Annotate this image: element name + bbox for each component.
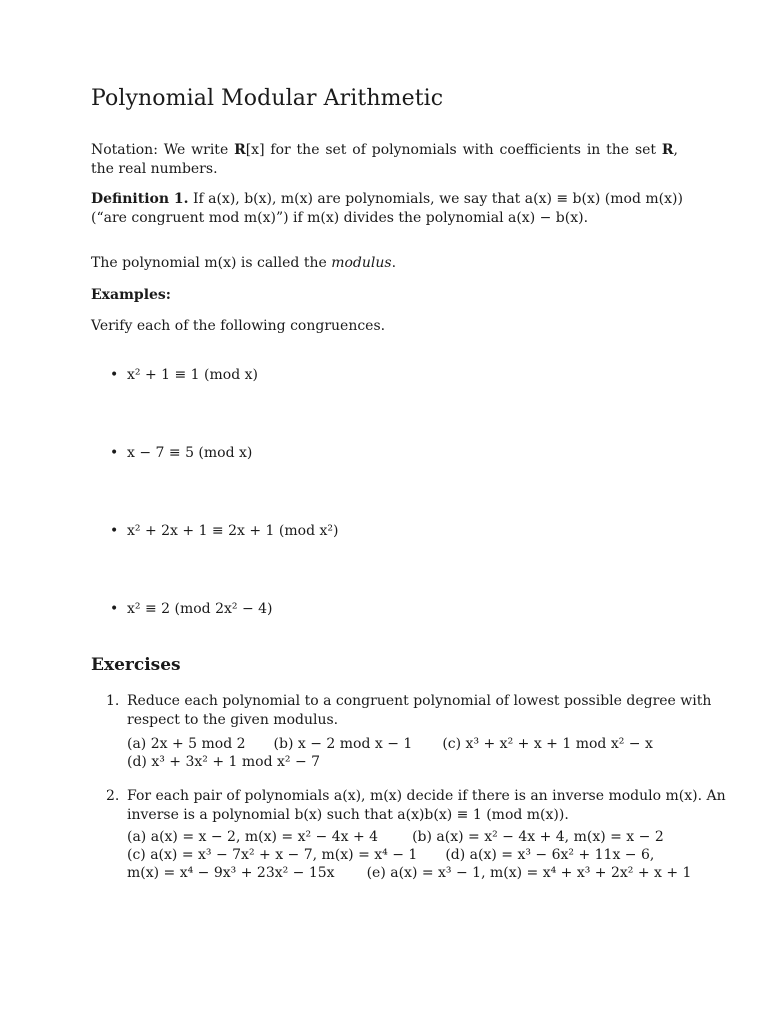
modulus-word: modulus (331, 255, 392, 271)
definition-line-1: If a(x), b(x), m(x) are polynomials, we say that a(x) ≡ b(x) (mod m(x)) (188, 191, 683, 207)
list-item (110, 522, 338, 541)
exercise-1-line-2: respect to the given modulus. (127, 712, 339, 728)
exercise-2-part-d: (d) a(x) = x³ − 6x² + 11x − 6, (445, 847, 655, 863)
bullet-text: x − 7 ≡ 5 (mod x) (127, 445, 253, 461)
exercise-1-part-b: (b) x − 2 mod x − 1 (273, 736, 413, 752)
exercise-1-part-a: (a) 2x + 5 mod 2 (127, 736, 246, 752)
exercise-2-line-1: For each pair of polynomials a(x), m(x) decide if there is an inverse modulo m(x). An (127, 788, 726, 804)
list-item (110, 600, 273, 619)
exercise-2-number: 2. (106, 788, 120, 804)
bullet-text: x² + 2x + 1 ≡ 2x + 1 (mod x²) (127, 523, 339, 539)
exercise-2-part-a: (a) a(x) = x − 2, m(x) = x² − 4x + 4 (127, 829, 379, 845)
exercise-1 (106, 692, 712, 771)
exercise-1-part-c: (c) x³ + x² + x + 1 mod x² − x (442, 736, 653, 752)
notation-r-bold: R (661, 142, 674, 158)
modulus-paragraph (91, 254, 678, 273)
exercise-2-part-e: (e) a(x) = x³ − 1, m(x) = x⁴ + x³ + 2x² + x + 1 (366, 865, 692, 881)
notation-mid: for the set of polynomials with coefficients in the set (264, 142, 662, 158)
verify-text: Verify each of the following congruences. (91, 318, 386, 334)
list-item (110, 444, 252, 463)
modulus-prefix: The polynomial m(x) is called the (91, 255, 332, 271)
exercise-2-parts (127, 828, 692, 882)
exercise-2-part-c: (c) a(x) = x³ − 7x² + x − 7, m(x) = x⁴ − 1 (127, 847, 418, 863)
notation-paragraph (91, 141, 678, 179)
exercise-1-part-d: (d) x³ + 3x² + 1 mod x² − 7 (127, 754, 321, 770)
exercise-2-part-d-cont: m(x) = x⁴ − 9x³ + 23x² − 15x (127, 865, 335, 881)
examples-heading: Examples: (91, 287, 171, 303)
bullet-icon: • (110, 523, 119, 539)
definition-label: Definition 1. (91, 191, 189, 207)
page-title: Polynomial Modular Arithmetic (91, 86, 444, 111)
modulus-suffix: . (391, 255, 397, 271)
notation-prefix: Notation: We write (91, 142, 235, 158)
exercise-2 (106, 787, 726, 882)
exercise-1-line-1: Reduce each polynomial to a congruent polynomial of lowest possible degree with (127, 693, 712, 709)
exercise-2-part-b: (b) a(x) = x² − 4x + 4, m(x) = x − 2 (412, 829, 664, 845)
notation-rx-rest: [x] (245, 142, 265, 158)
exercises-heading: Exercises (91, 655, 181, 675)
notation-suffix: , the real numbers. (91, 142, 678, 177)
bullet-icon: • (110, 445, 119, 461)
definition-line-2: (“are congruent mod m(x)”) if m(x) divides the polynomial a(x) − b(x). (91, 210, 589, 226)
bullet-text: x² ≡ 2 (mod 2x² − 4) (127, 601, 273, 617)
notation-rx-bold: R (234, 142, 246, 158)
bullet-text: x² + 1 ≡ 1 (mod x) (127, 367, 258, 383)
exercise-2-line-2: inverse is a polynomial b(x) such that a(x)b(x) ≡ 1 (mod m(x)). (127, 807, 569, 823)
bullet-icon: • (110, 601, 119, 617)
exercise-1-number: 1. (106, 693, 120, 709)
bullet-icon: • (110, 367, 119, 383)
definition-paragraph (91, 190, 683, 228)
list-item (110, 366, 258, 385)
exercise-1-parts (127, 735, 678, 771)
